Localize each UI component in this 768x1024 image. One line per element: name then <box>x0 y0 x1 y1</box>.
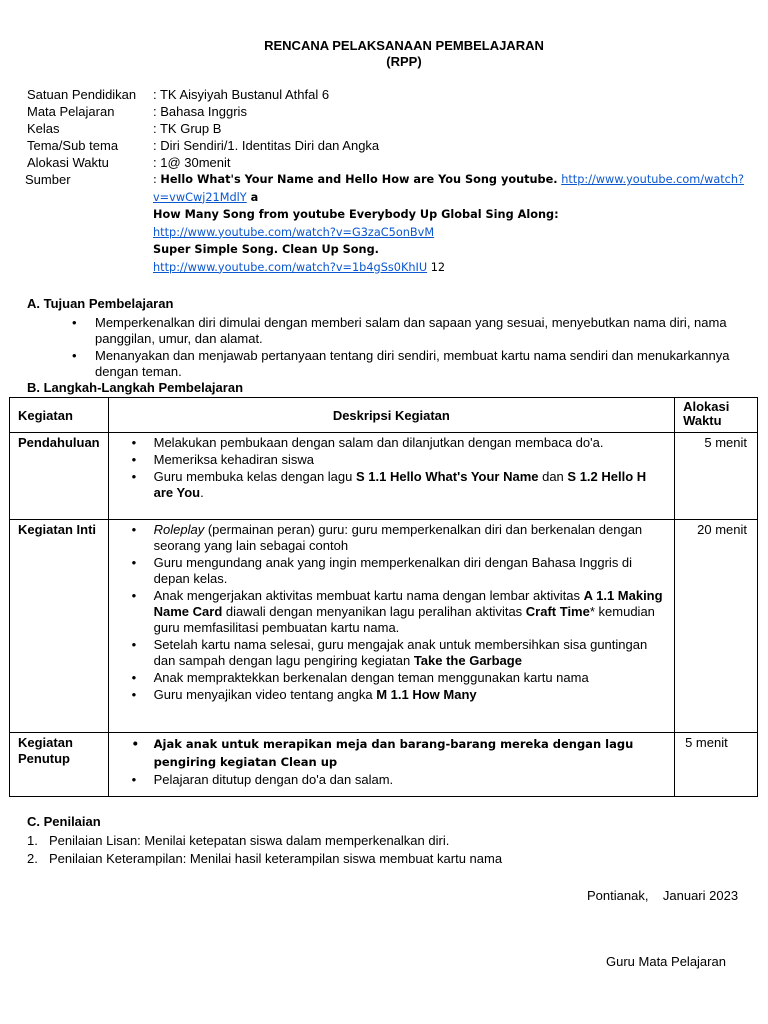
row-name: Pendahuluan <box>10 433 109 520</box>
source-3-suffix: 12 <box>427 260 446 274</box>
row-name-line2: Penutup <box>18 751 70 766</box>
section-b-heading: B. Langkah-Langkah Pembelajaran <box>27 380 244 395</box>
text: * kemudian guru memfasilitasi pembuatan kartu nama. <box>153 604 655 635</box>
list-item: • Memeriksa kehadiran siswa <box>129 452 664 468</box>
signature-role: Guru Mata Pelajaran <box>606 954 726 969</box>
activity-name: A 1.1 Making Name Card <box>153 588 663 619</box>
list-item <box>129 469 664 501</box>
meta-row-kelas <box>27 120 747 137</box>
text: Setelah kartu nama selesai, guru mengajak anak untuk membersihkan sisa guntingan dan sampah dengan lagu pengiring kegiatan <box>153 637 648 668</box>
source-2-title: How Many Song from youtube Everybody Up Global Sing Along: <box>153 208 559 221</box>
song-name: S 1.1 Hello What's Your Name <box>355 469 539 484</box>
meta-row-alokasi <box>27 154 747 171</box>
row-name <box>10 733 109 797</box>
meta-value: : TK Grup B <box>153 121 222 136</box>
list-item <box>129 687 664 703</box>
text: (permainan peran) guru: guru memperkenalkan diri dan berkenalan dengan seorang yang lain sebagai contoh <box>153 522 643 553</box>
meta-value: : Diri Sendiri/1. Identitas Diri dan Angka <box>153 138 380 153</box>
header-kegiatan: Kegiatan <box>10 398 109 433</box>
row-description <box>108 520 674 733</box>
item-number: 1. <box>27 833 38 848</box>
list-item <box>129 735 664 771</box>
source-1-link[interactable]: http://www.youtube.com/watch?v=vwCwj21MdlY <box>153 173 745 204</box>
list-item: • Pelajaran ditutup dengan do'a dan salam. <box>129 772 664 788</box>
list-item: • Anak mempraktekkan berkenalan dengan teman menggunakan kartu nama <box>129 670 664 686</box>
row-description <box>108 733 674 797</box>
meta-row-tema <box>27 137 747 154</box>
section-a-heading: A. Tujuan Pembelajaran <box>27 296 174 311</box>
meta-row-mapel <box>27 103 747 120</box>
meta-label: Alokasi Waktu <box>27 155 109 170</box>
header-alokasi <box>675 398 758 433</box>
section-c-heading: C. Penilaian <box>27 814 101 829</box>
steps-table <box>9 397 758 797</box>
meta-row-sumber <box>27 171 747 276</box>
header-alokasi-line2: Waktu <box>683 413 722 428</box>
meta-value: : 1@ 30menit <box>153 155 231 170</box>
source-3-title: Super Simple Song. Clean Up Song. <box>153 243 379 256</box>
list-item <box>27 832 747 850</box>
meta-label: Kelas <box>27 121 60 136</box>
meta-value: : Bahasa Inggris <box>153 104 247 119</box>
penilaian-list <box>27 832 747 868</box>
meta-label: Satuan Pendidikan <box>27 87 137 102</box>
source-1-title: Hello What's Your Name and Hello How are You Song youtube. <box>160 173 558 186</box>
activity-list <box>129 522 664 703</box>
row-name-line1: Kegiatan <box>18 735 73 750</box>
row-time: 20 menit <box>675 520 758 733</box>
item-text: Penilaian Lisan: Menilai ketepatan siswa dalam memperkenalkan diri. <box>49 833 450 848</box>
list-item: • Memperkenalkan diri dimulai dengan memberi salam dan sapaan yang sesuai, menyebutkan nama diri, nama panggilan, umur, dan alamat. <box>70 315 740 347</box>
list-item <box>129 588 664 636</box>
source-3-link[interactable]: http://www.youtube.com/watch?v=1b4gSs0KhIU <box>153 260 428 274</box>
document-subtitle: (RPP) <box>386 54 422 69</box>
song-name: Clean up <box>280 755 338 769</box>
meta-value: : TK Aisyiyah Bustanul Athfal 6 <box>153 87 330 102</box>
list-item <box>27 850 747 868</box>
header-alokasi-line1: Alokasi <box>683 399 730 414</box>
song-name: S 1.2 Hello H are You <box>153 469 647 500</box>
activity-list <box>129 435 664 501</box>
meta-label: Mata Pelajaran <box>27 104 115 119</box>
text: dan <box>538 469 568 484</box>
text: . <box>200 485 204 500</box>
activity-list <box>129 735 664 788</box>
item-text: Penilaian Keterampilan: Menilai hasil keterampilan siswa membuat kartu nama <box>49 851 503 866</box>
row-name: Kegiatan Inti <box>10 520 109 733</box>
meta-label: Tema/Sub tema <box>27 138 119 153</box>
row-time: 5 menit <box>675 733 758 797</box>
header-deskripsi: Deskripsi Kegiatan <box>108 398 674 433</box>
sumber-list <box>153 171 747 276</box>
table-header-row <box>10 398 758 433</box>
list-item <box>129 637 664 669</box>
source-2-link[interactable]: http://www.youtube.com/watch?v=G3zaC5onBvM <box>153 225 435 239</box>
text: Anak mengerjakan aktivitas membuat kartu nama dengan lembar aktivitas <box>153 588 584 603</box>
text: Guru menyajikan video tentang angka <box>153 687 377 702</box>
table-row <box>10 733 758 797</box>
list-item: • Guru mengundang anak yang ingin memperkenalkan diri dengan Bahasa Inggris di depan kelas. <box>129 555 664 587</box>
list-item: • Melakukan pembukaan dengan salam dan dilanjutkan dengan membaca do'a. <box>129 435 664 451</box>
song-name: Craft Time <box>525 604 590 619</box>
document-title: RENCANA PELAKSANAAN PEMBELAJARAN <box>264 38 544 53</box>
table-row <box>10 520 758 733</box>
list-item <box>129 522 664 554</box>
meta-label: Sumber <box>25 172 71 187</box>
meta-row-satuan <box>27 86 747 103</box>
text: diawali dengan menyanikan lagu peralihan aktivitas <box>222 604 526 619</box>
source-1-suffix: a <box>246 190 259 204</box>
list-item: • Menanyakan dan menjawab pertanyaan tentang diri sendiri, membuat kartu nama sendiri dan menukarkannya dengan teman. <box>70 348 740 380</box>
text: Guru membuka kelas dengan lagu <box>153 469 356 484</box>
table-row <box>10 433 758 520</box>
italic-term: Roleplay <box>153 522 205 537</box>
video-name: M 1.1 How Many <box>376 687 477 702</box>
song-name: Take the Garbage <box>413 653 522 668</box>
text: Ajak anak untuk merapikan meja dan barang-barang mereka dengan lagu pengiring kegiatan <box>153 737 634 769</box>
row-description <box>108 433 674 520</box>
item-number: 2. <box>27 851 38 866</box>
tujuan-list <box>70 315 740 381</box>
colon: : <box>153 173 161 186</box>
place-date: Pontianak, Januari 2023 <box>587 888 739 903</box>
row-time: 5 menit <box>675 433 758 520</box>
identity-block <box>27 86 747 276</box>
